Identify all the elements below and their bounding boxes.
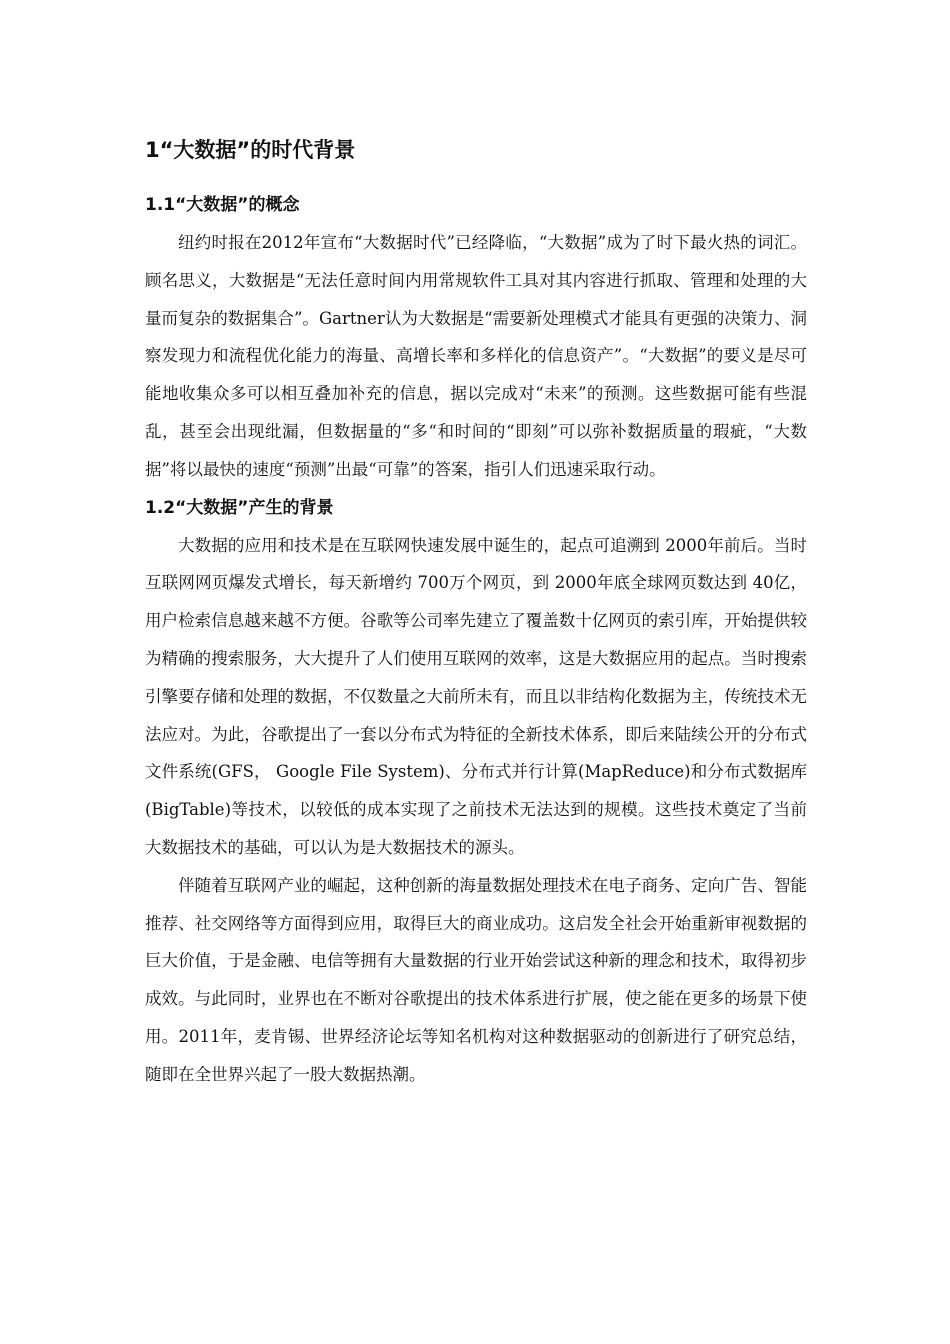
chapter-title: 1“大数据”的时代背景 xyxy=(145,138,356,162)
document-body xyxy=(145,132,807,1094)
paragraph-concept: 纽约时报在2012年宣布“大数据时代”已经降临，“大数据”成为了时下最火热的词汇。顾名思义，大数据是“无法任意时间内用常规软件工具对其内容进行抓取、管理和处理的大量而复杂的数据集合”。Gartner认为大数据是“需要新处理模式才能具有更强的决策力、洞察发现力和流程优化能力的海量、高增长率和多样化的信息资产”。“大数据”的要义是尽可能地收集众多可以相互叠加补充的信息，据以完成对“未来”的预测。这些数据可能有些混乱，甚至会出现纰漏，但数据量的“多“和时间的“即刻”可以弥补数据质量的瑕疵，“大数据”将以最快的速度“预测”出最“可靠”的答案，指引人们迅速采取行动。 xyxy=(145,233,807,479)
paragraph-background-origin: 大数据的应用和技术是在互联网快速发展中诞生的，起点可追溯到 2000年前后。当时互联网网页爆发式增长，每天新增约 700万个网页，到 2000年底全球网页数达到 40亿，用户检索信息越来越不方便。谷歌等公司率先建立了覆盖数十亿网页的索引库，开始提供较为精确的搜索服务，大大提升了人们使用互联网的效率，这是大数据应用的起点。当时搜索引擎要存储和处理的数据，不仅数量之大前所未有，而且以非结构化数据为主，传统技术无法应对。为此，谷歌提出了一套以分布式为特征的全新技术体系，即后来陆续公开的分布式文件系统(GFS， Google File System)、分布式并行计算(MapReduce)和分布式数据库(BigTable)等技术，以较低的成本实现了之前技术无法达到的规模。这些技术奠定了当前大数据技术的基础，可以认为是大数据技术的源头。 xyxy=(145,535,807,857)
paragraph-background-spread: 伴随着互联网产业的崛起，这种创新的海量数据处理技术在电子商务、定向广告、智能推荐、社交网络等方面得到应用，取得巨大的商业成功。这启发全社会开始重新审视数据的巨大价值，于是金融、电信等拥有大量数据的行业开始尝试这种新的理念和技术，取得初步成效。与此同时，业界也在不断对谷歌提出的技术体系进行扩展，使之能在更多的场景下使用。2011年，麦肯锡、世界经济论坛等知名机构对这种数据驱动的创新进行了研究总结，随即在全世界兴起了一股大数据热潮。 xyxy=(145,875,807,1084)
section-heading-background: 1.2“大数据”产生的背景 xyxy=(145,497,334,518)
section-heading-concept: 1.1“大数据”的概念 xyxy=(145,195,300,215)
